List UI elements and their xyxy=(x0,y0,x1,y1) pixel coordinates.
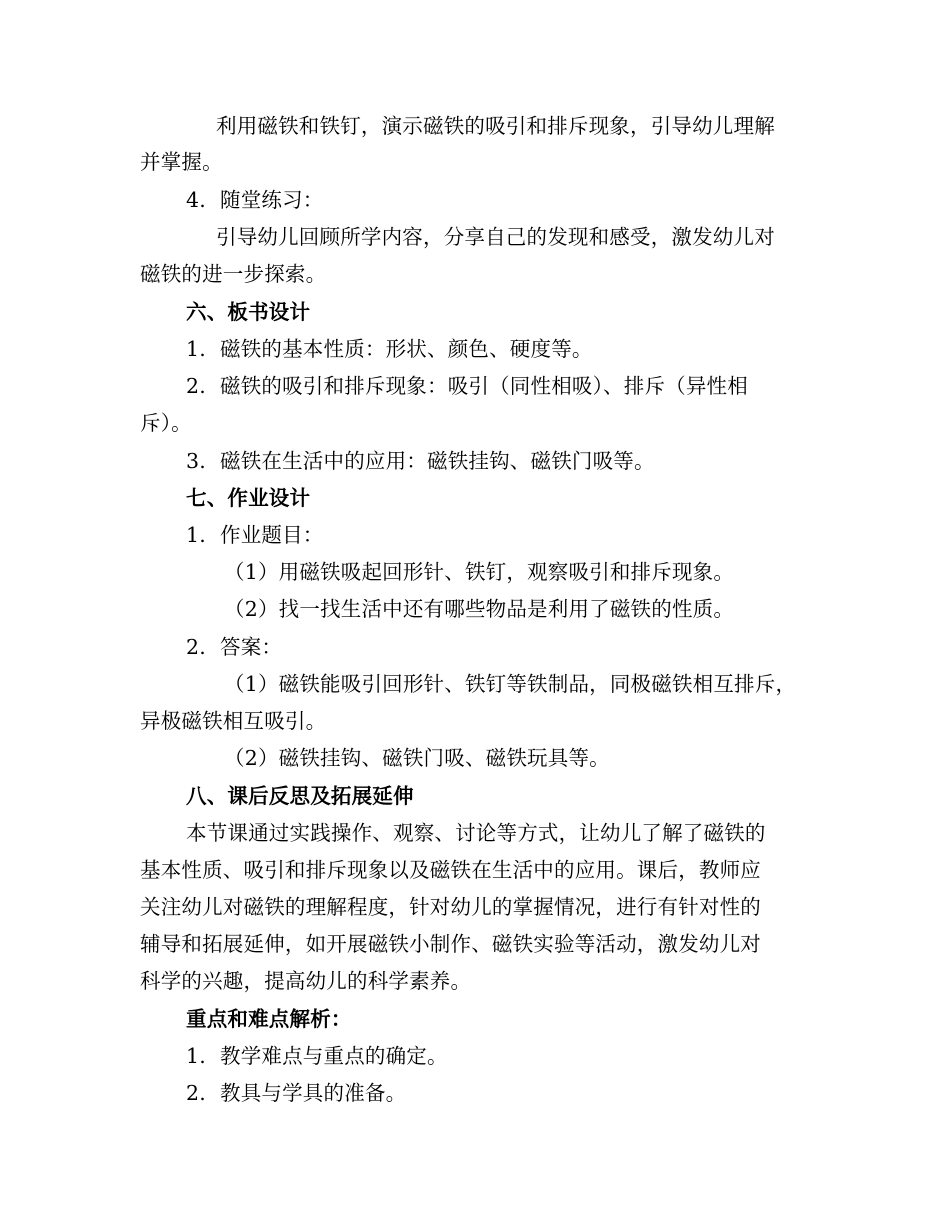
list-item xyxy=(186,633,282,661)
list-item xyxy=(186,447,655,475)
paragraph-line: 科学的兴趣，提高幼儿的科学素养。 xyxy=(140,969,472,993)
list-item xyxy=(186,335,593,363)
list-item xyxy=(186,372,748,400)
paragraph-line: 并掌握。 xyxy=(140,150,223,174)
list-number: 4. xyxy=(186,188,206,212)
list-item-text: 随堂练习： xyxy=(220,188,324,212)
list-item xyxy=(186,186,324,214)
list-item-text: 磁铁的基本性质：形状、颜色、硬度等。 xyxy=(220,337,593,361)
paragraph-line: 磁铁的进一步探索。 xyxy=(140,262,327,286)
sub-item: （1）磁铁能吸引回形针、铁钉等铁制品，同极磁铁相互排斥， xyxy=(224,672,797,696)
list-number: 1. xyxy=(186,337,206,361)
list-number: 1. xyxy=(186,523,206,547)
paragraph-line: 斥）。 xyxy=(140,411,192,435)
list-item-text: 作业题目： xyxy=(220,523,324,547)
paragraph-line: 关注幼儿对磁铁的理解程度，针对幼儿的掌握情况，进行有针对性的 xyxy=(140,895,761,919)
paragraph-line: 利用磁铁和铁钉，演示磁铁的吸引和排斥现象，引导幼儿理解 xyxy=(216,114,775,138)
section-heading: 八、课后反思及拓展延伸 xyxy=(186,784,414,808)
list-item-text: 教具与学具的准备。 xyxy=(220,1081,407,1105)
section-heading: 六、板书设计 xyxy=(186,300,311,324)
paragraph-line: 基本性质、吸引和排斥现象以及磁铁在生活中的应用。课后，教师应 xyxy=(140,858,761,882)
list-number: 1. xyxy=(186,1044,206,1068)
list-item-text: 磁铁的吸引和排斥现象：吸引（同性相吸）、排斥（异性相 xyxy=(220,374,748,398)
list-number: 2. xyxy=(186,1081,206,1105)
list-number: 2. xyxy=(186,374,206,398)
list-number: 2. xyxy=(186,635,206,659)
paragraph-line: 引导幼儿回顾所学内容，分享自己的发现和感受，激发幼儿对 xyxy=(216,225,775,249)
list-number: 3. xyxy=(186,449,206,473)
list-item xyxy=(186,1042,448,1070)
list-item xyxy=(186,1079,406,1107)
sub-item: （2）磁铁挂钩、磁铁门吸、磁铁玩具等。 xyxy=(224,746,610,770)
section-heading: 重点和难点解析： xyxy=(186,1007,352,1031)
sub-item: （2）找一找生活中还有哪些物品是利用了磁铁的性质。 xyxy=(224,597,735,621)
sub-item: （1）用磁铁吸起回形针、铁钉，观察吸引和排斥现象。 xyxy=(224,560,735,584)
paragraph-line: 辅导和拓展延伸，如开展磁铁小制作、磁铁实验等活动，激发幼儿对 xyxy=(140,932,761,956)
paragraph-line: 本节课通过实践操作、观察、讨论等方式，让幼儿了解了磁铁的 xyxy=(186,821,766,845)
section-heading: 七、作业设计 xyxy=(186,486,311,510)
paragraph-line: 异极磁铁相互吸引。 xyxy=(140,709,327,733)
list-item-text: 教学难点与重点的确定。 xyxy=(220,1044,448,1068)
list-item-text: 磁铁在生活中的应用：磁铁挂钩、磁铁门吸等。 xyxy=(220,449,655,473)
list-item xyxy=(186,521,324,549)
list-item-text: 答案： xyxy=(220,635,283,659)
